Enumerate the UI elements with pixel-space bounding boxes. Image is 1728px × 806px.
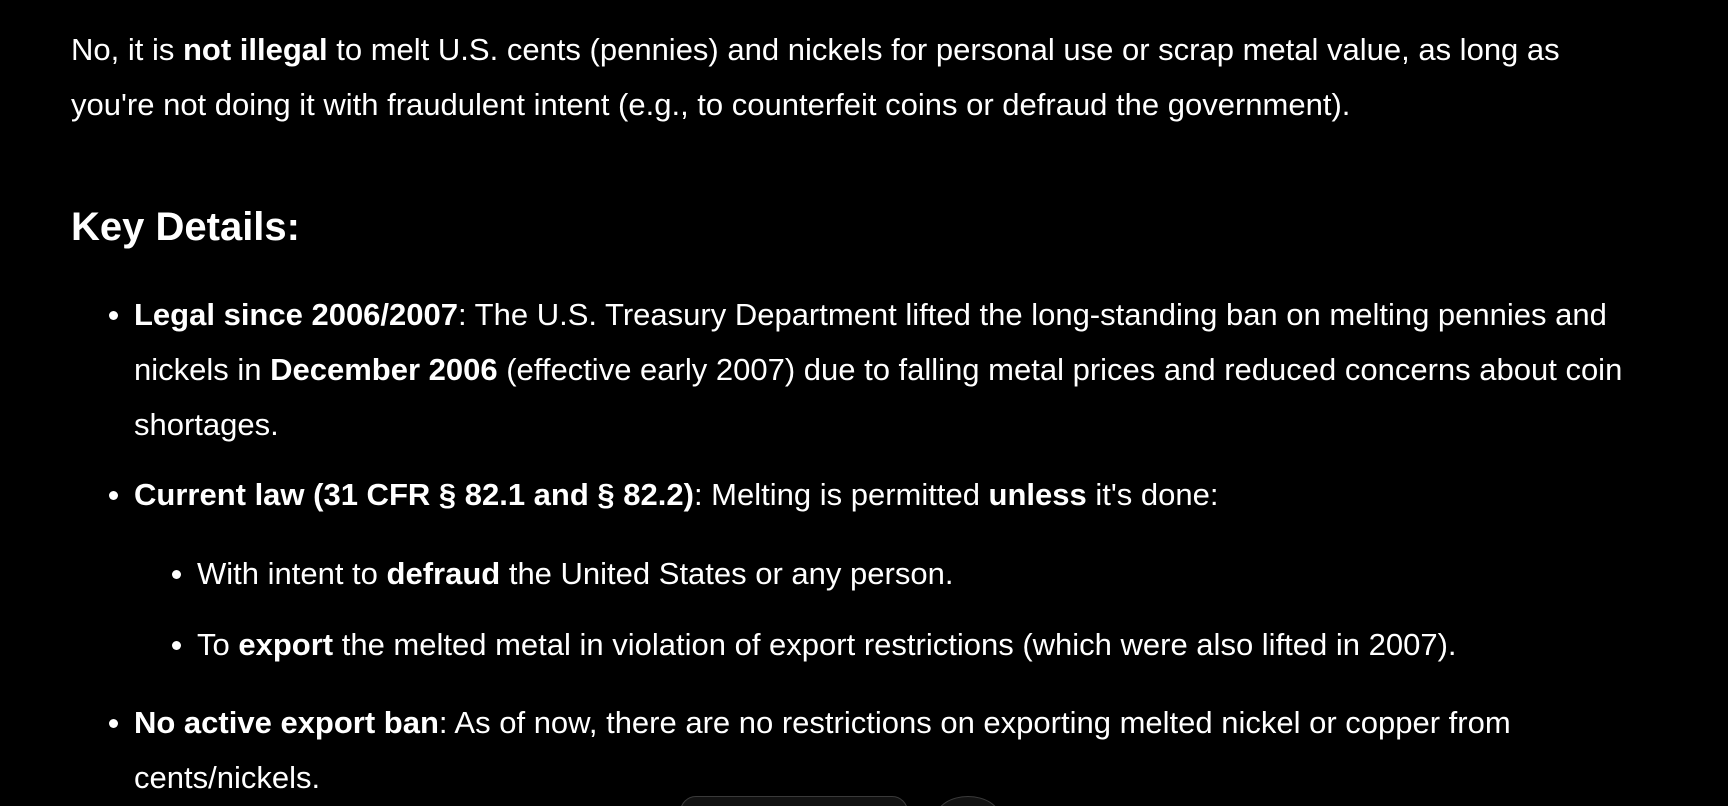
list-item: [134, 467, 1674, 522]
item-bold-label: No active export ban: [134, 705, 439, 740]
item-text: (effective early 2007) due to falling metal prices and reduced concerns about coin shortages.: [134, 352, 1623, 442]
subitem-text: To: [197, 627, 239, 662]
sub-list-item: [197, 546, 1677, 601]
item-bold-inline: unless: [988, 477, 1087, 512]
bullet-icon: [172, 570, 181, 579]
item-text: : Melting is permitted: [693, 477, 989, 512]
subitem-bold: defraud: [386, 556, 501, 591]
item-bold-label: Legal since 2006/2007: [134, 297, 459, 332]
item-text: it's done:: [1086, 477, 1219, 512]
bullet-icon: [109, 311, 118, 320]
intro-paragraph: [71, 22, 1631, 132]
bullet-icon: [109, 719, 118, 728]
section-heading: Key Details:: [71, 205, 300, 249]
intro-text-2: to melt U.S. cents (pennies) and nickels for personal use or scrap metal value, as long as you're not doing it with fraudulent intent (e.g., to counterfeit coins or defraud the government).: [71, 32, 1560, 122]
list-item: [134, 695, 1674, 805]
scroll-to-bottom-pill[interactable]: [680, 796, 908, 806]
item-text: : As of now, there are no restrictions on exporting melted nickel or copper from cents/nickels.: [134, 705, 1511, 795]
response-content: [71, 22, 1631, 795]
subitem-text: the United States or any person.: [500, 556, 954, 591]
intro-text-1: No, it is: [71, 32, 183, 67]
item-text: : The U.S. Treasury Department lifted the long-standing ban on melting pennies and nickels in: [134, 297, 1607, 387]
bullet-icon: [109, 491, 118, 500]
intro-bold: not illegal: [182, 32, 328, 67]
list-item: [134, 287, 1674, 452]
sub-list-item: [197, 617, 1677, 672]
item-bold-inline: December 2006: [270, 352, 498, 387]
subitem-text: With intent to: [197, 556, 387, 591]
item-bold-label: Current law (31 CFR § 82.1 and § 82.2): [134, 477, 694, 512]
bullet-icon: [172, 641, 181, 650]
subitem-bold: export: [238, 627, 334, 662]
subitem-text: the melted metal in violation of export restrictions (which were also lifted in 2007).: [333, 627, 1457, 662]
